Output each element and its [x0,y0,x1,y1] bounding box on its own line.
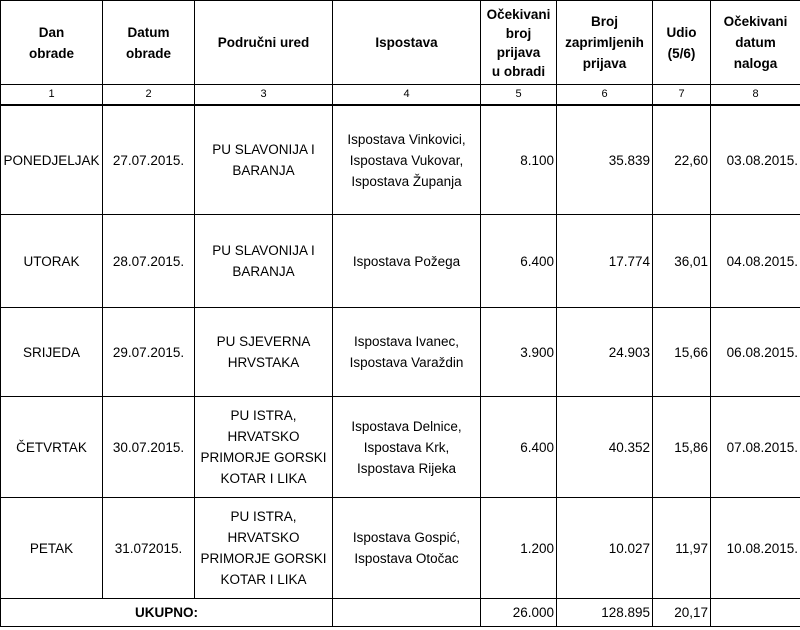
cell-udio: 11,97 [653,498,711,599]
cell-nalog: 04.08.2015. [711,215,800,308]
cell-nalog: 03.08.2015. [711,105,800,215]
cell-udio: 15,86 [653,397,711,498]
table-row [1,215,800,308]
cell-nalog: 07.08.2015. [711,397,800,498]
cell-ocekivani: 3.900 [481,308,557,397]
cell-datum: 28.07.2015. [103,215,195,308]
cell-udio: 36,01 [653,215,711,308]
cell-dan: PONEDJELJAK [1,105,103,215]
cell-ocekivani: 6.400 [481,215,557,308]
header-podrucni-ured: Područni ured [195,1,333,85]
cell-nalog: 10.08.2015. [711,498,800,599]
column-number: 2 [103,85,195,106]
column-number: 8 [711,85,800,106]
cell-zaprimljeni: 24.903 [557,308,653,397]
table-row [1,397,800,498]
header-row [1,1,800,85]
cell-dan: PETAK [1,498,103,599]
header-ocekivani-broj: Očekivani broj prijava u obradi [481,1,557,85]
cell-zaprimljeni: 17.774 [557,215,653,308]
cell-datum: 31.072015. [103,498,195,599]
cell-dan: SRIJEDA [1,308,103,397]
cell-ispostava: Ispostava Vinkovici, Ispostava Vukovar, Ispostava Županja [333,105,481,215]
header-datum-obrade: Datum obrade [103,1,195,85]
cell-zaprimljeni: 35.839 [557,105,653,215]
cell-ocekivani: 8.100 [481,105,557,215]
cell-datum: 27.07.2015. [103,105,195,215]
cell-dan: ČETVRTAK [1,397,103,498]
cell-udio: 22,60 [653,105,711,215]
cell-udio: 15,66 [653,308,711,397]
cell-ocekivani: 1.200 [481,498,557,599]
header-dan-obrade: Dan obrade [1,1,103,85]
cell-datum: 29.07.2015. [103,308,195,397]
table-row [1,308,800,397]
total-empty-cell [711,599,800,627]
header-broj-zaprimljenih: Broj zaprimljenih prijava [557,1,653,85]
header-ocekivani-datum: Očekivani datum naloga [711,1,800,85]
cell-ispostava: Ispostava Gospić, Ispostava Otočac [333,498,481,599]
total-label: UKUPNO: [1,599,333,627]
cell-zaprimljeni: 40.352 [557,397,653,498]
cell-zaprimljeni: 10.027 [557,498,653,599]
total-row [1,599,800,627]
cell-ocekivani: 6.400 [481,397,557,498]
table-row [1,105,800,215]
cell-datum: 30.07.2015. [103,397,195,498]
header-udio: Udio (5/6) [653,1,711,85]
total-udio: 20,17 [653,599,711,627]
column-number: 4 [333,85,481,106]
header-ispostava: Ispostava [333,1,481,85]
column-number: 7 [653,85,711,106]
cell-dan: UTORAK [1,215,103,308]
table-row [1,498,800,599]
column-number: 3 [195,85,333,106]
total-ocekivani: 26.000 [481,599,557,627]
total-empty-cell [333,599,481,627]
column-number: 1 [1,85,103,106]
total-zaprimljeni: 128.895 [557,599,653,627]
cell-nalog: 06.08.2015. [711,308,800,397]
column-number: 6 [557,85,653,106]
column-number: 5 [481,85,557,106]
column-number-row [1,85,800,106]
cell-ured: PU SJEVERNA HRVSTAKA [195,308,333,397]
cell-ispostava: Ispostava Požega [333,215,481,308]
cell-ured: PU SLAVONIJA I BARANJA [195,105,333,215]
cell-ispostava: Ispostava Ivanec, Ispostava Varaždin [333,308,481,397]
cell-ured: PU ISTRA, HRVATSKO PRIMORJE GORSKI KOTAR I LIKA [195,498,333,599]
cell-ured: PU ISTRA, HRVATSKO PRIMORJE GORSKI KOTAR I LIKA [195,397,333,498]
cell-ispostava: Ispostava Delnice, Ispostava Krk, Ispostava Rijeka [333,397,481,498]
cell-ured: PU SLAVONIJA I BARANJA [195,215,333,308]
